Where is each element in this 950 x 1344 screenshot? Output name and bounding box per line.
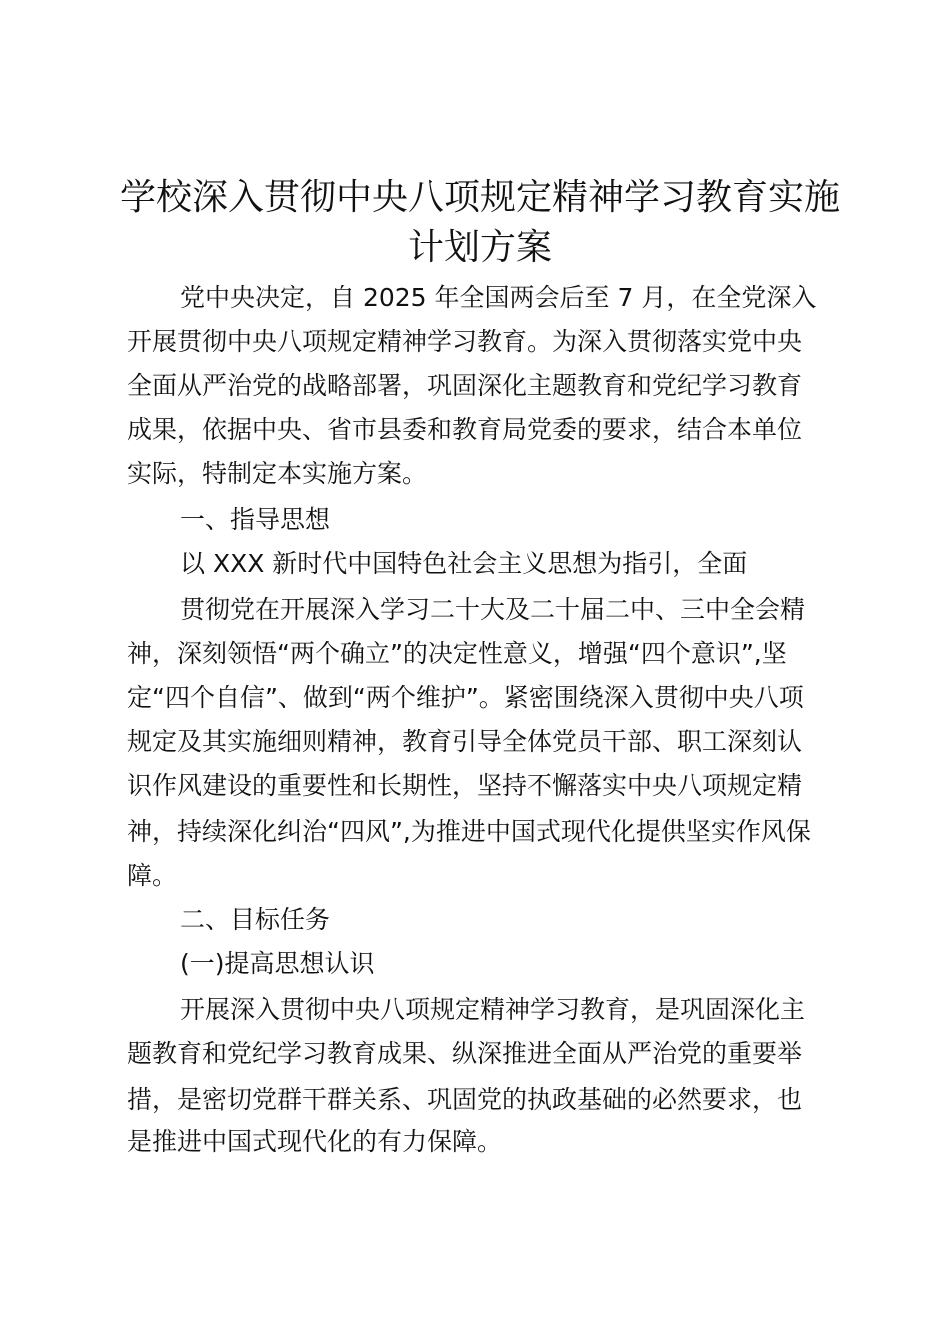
guiding-line-1: 以 XXX 新时代中国特色社会主义思想为指引，全面 xyxy=(180,549,748,578)
section-heading-guiding-ideology: 一、指导思想 xyxy=(180,505,331,534)
document-title-line-1: 学校深入贯彻中央八项规定精神学习教育实施 xyxy=(119,177,840,218)
guiding-line-3: 神，深刻领悟“两个确立”的决定性意义，增强“四个意识”,坚 xyxy=(127,639,787,668)
intro-line-2: 开展贯彻中央八项规定精神学习教育。为深入贯彻落实党中央 xyxy=(127,327,803,356)
intro-line-1: 党中央决定，自 2025 年全国两会后至 7 月，在全党深入 xyxy=(180,283,817,312)
awareness-line-1: 开展深入贯彻中央八项规定精神学习教育，是巩固深化主 xyxy=(180,995,806,1024)
guiding-line-8: 障。 xyxy=(127,861,178,890)
guiding-line-2: 贯彻党在开展深入学习二十大及二十届二中、三中全会精 xyxy=(180,595,806,624)
intro-line-4: 成果，依据中央、省市县委和教育局党委的要求，结合本单位 xyxy=(127,415,803,444)
intro-line-3: 全面从严治党的战略部署，巩固深化主题教育和党纪学习教育 xyxy=(127,371,803,400)
awareness-line-3: 措，是密切党群干群关系、巩固党的执政基础的必然要求，也 xyxy=(127,1085,803,1114)
awareness-line-2: 题教育和党纪学习教育成果、纵深推进全面从严治党的重要举 xyxy=(127,1039,803,1068)
section-heading-goals: 二、目标任务 xyxy=(180,905,331,934)
guiding-line-4: 定“四个自信”、做到“两个维护”。紧密围绕深入贯彻中央八项 xyxy=(127,683,804,712)
awareness-line-4: 是推进中国式现代化的有力保障。 xyxy=(127,1127,503,1156)
guiding-line-5: 规定及其实施细则精神，教育引导全体党员干部、职工深刻认 xyxy=(127,727,803,756)
subsection-heading-awareness: (一)提高思想认识 xyxy=(180,949,375,978)
document-title-line-2: 计划方案 xyxy=(407,227,552,268)
guiding-line-6: 识作风建设的重要性和长期性，坚持不懈落实中央八项规定精 xyxy=(127,771,803,800)
guiding-line-7: 神，持续深化纠治“四风”,为推进中国式现代化提供坚实作风保 xyxy=(127,817,811,846)
intro-line-5: 实际，特制定本实施方案。 xyxy=(127,459,428,488)
